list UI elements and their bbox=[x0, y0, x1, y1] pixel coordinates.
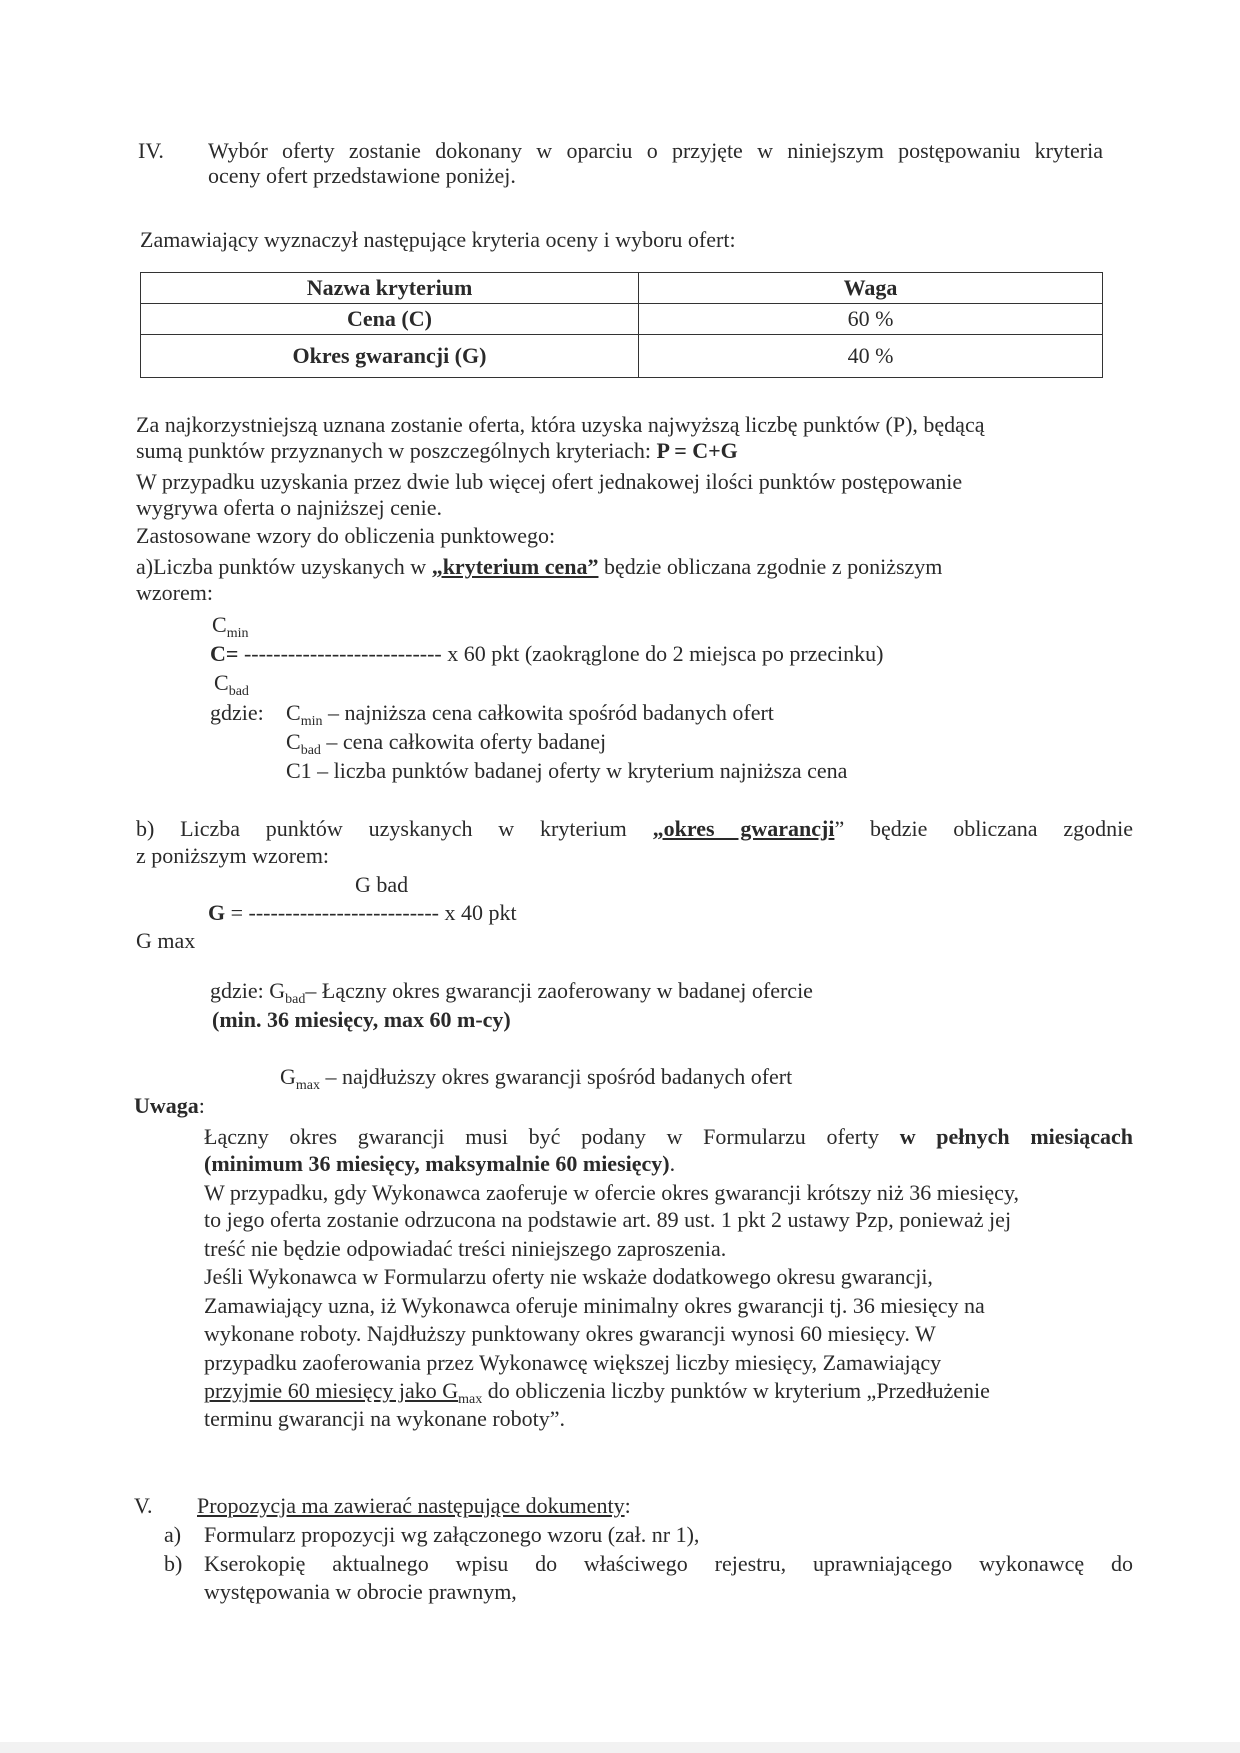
part-b-def2 bbox=[280, 1064, 793, 1093]
list-item-line1: Kserokopię aktualnego wpisu do właściwego rejestru, uprawniającego wykonawcę do bbox=[204, 1551, 1133, 1576]
uwaga-line1-text: Łączny okres gwarancji musi być podany w Formularzu oferty bbox=[204, 1124, 900, 1149]
part-b-formula-lhs: G bbox=[208, 900, 226, 925]
section-iv-number: IV. bbox=[138, 138, 164, 163]
uwaga-line3: W przypadku, gdy Wykonawca zaoferuje w ofercie okres gwarancji krótszy niż 36 miesięcy, bbox=[204, 1180, 1020, 1205]
part-b-formula-rest: = -------------------------- x 40 pkt bbox=[225, 900, 517, 925]
criteria-weight-cell: 40 % bbox=[639, 335, 1103, 378]
numerator-symbol: C bbox=[212, 612, 227, 637]
def2-symbol: C bbox=[286, 729, 301, 754]
part-a-post: będzie obliczana zgodnie z poniższym bbox=[598, 554, 943, 579]
section-v-number: V. bbox=[134, 1493, 153, 1518]
uwaga-line6: Jeśli Wykonawca w Formularzu oferty nie wskaże dodatkowego okresu gwarancji, bbox=[204, 1264, 933, 1289]
def2-symbol: G bbox=[280, 1064, 296, 1089]
section-v-colon: : bbox=[624, 1493, 631, 1518]
criteria-row bbox=[141, 304, 1103, 335]
part-b-numerator: G bad bbox=[355, 872, 409, 897]
list-item-text: Formularz propozycji wg załączonego wzoru (zał. nr 1), bbox=[204, 1522, 700, 1547]
criteria-row bbox=[141, 335, 1103, 378]
def1-text: – Łączny okres gwarancji zaoferowany w badanej ofercie bbox=[305, 978, 813, 1003]
part-a-formula-rest: --------------------------- x 60 pkt (zaokrąglone do 2 miejsca po przecinku) bbox=[238, 641, 884, 666]
numerator-subscript: min bbox=[226, 626, 249, 641]
part-a-formula bbox=[210, 641, 883, 667]
part-a-numerator bbox=[212, 612, 249, 641]
section-iv-line1 bbox=[208, 138, 1103, 164]
def1-symbol: C bbox=[286, 700, 301, 725]
criteria-weight-cell: 60 % bbox=[639, 304, 1103, 335]
list-item-marker: a) bbox=[164, 1522, 182, 1547]
criteria-table bbox=[140, 272, 1103, 378]
def2-subscript: bad bbox=[300, 743, 321, 758]
part-b-intro bbox=[136, 816, 1133, 842]
uwaga-line10-underlined bbox=[204, 1378, 483, 1407]
part-b-def1-note: (min. 36 miesięcy, max 60 m-cy) bbox=[212, 1007, 511, 1032]
criteria-table-header bbox=[141, 273, 1103, 304]
part-b-intro-text bbox=[136, 816, 1133, 842]
uwaga-line9: przypadku zaoferowania przez Wykonawcę większej liczby miesięcy, Zamawiający bbox=[204, 1350, 942, 1375]
part-a-denominator bbox=[214, 670, 249, 699]
part-a-def2 bbox=[286, 729, 607, 758]
part-b-criterion: „okres gwarancji bbox=[652, 816, 835, 841]
part-a-def1 bbox=[286, 700, 774, 729]
criteria-header-weight: Waga bbox=[639, 273, 1103, 304]
part-a-gdzie: gdzie: bbox=[210, 700, 264, 725]
uwaga-line1-content bbox=[204, 1124, 1133, 1150]
uwaga-label-text: Uwaga bbox=[134, 1093, 199, 1118]
section-iv-line1-text: Wybór oferty zostanie dokonany w oparciu o przyjęte w niniejszym postępowaniu kryteria bbox=[208, 138, 1103, 163]
formulas-intro: Zastosowane wzory do obliczenia punktowego: bbox=[136, 523, 556, 548]
def1-symbol: G bbox=[269, 978, 286, 1003]
denominator-symbol: C bbox=[214, 670, 229, 695]
uwaga-colon: : bbox=[198, 1093, 205, 1118]
uwaga-line11: terminu gwarancji na wykonane roboty”. bbox=[204, 1406, 566, 1431]
uwaga-line1-bold: w pełnych miesiącach bbox=[899, 1124, 1133, 1149]
para-tie-line2: wygrywa oferta o najniższej cenie. bbox=[136, 495, 443, 520]
def1-text: – najniższa cena całkowita spośród badanych ofert bbox=[322, 700, 774, 725]
def1-subscript: bad bbox=[285, 992, 306, 1007]
part-b-gdzie: gdzie: bbox=[210, 978, 270, 1003]
part-a-criterion: „kryterium cena” bbox=[431, 554, 599, 579]
para-best-line2 bbox=[136, 438, 738, 464]
uwaga-line5: treść nie będzie odpowiadać treści niniejszego zaproszenia. bbox=[204, 1236, 727, 1261]
criteria-header-name: Nazwa kryterium bbox=[141, 273, 639, 304]
criteria-name-cell: Cena (C) bbox=[141, 304, 639, 335]
criteria-intro: Zamawiający wyznaczył następujące kryteria oceny i wyboru ofert: bbox=[140, 227, 736, 252]
uwaga-line7: Zamawiający uzna, iż Wykonawca oferuje minimalny okres gwarancji tj. 36 miesięcy na bbox=[204, 1293, 985, 1318]
section-v-title-text: Propozycja ma zawierać następujące dokumenty bbox=[197, 1493, 625, 1518]
uwaga-label bbox=[134, 1093, 205, 1119]
uwaga-line2-dot: . bbox=[669, 1151, 676, 1176]
uwaga-line1 bbox=[204, 1124, 1133, 1150]
uwaga-line10-rest: do obliczenia liczby punktów w kryterium „Przedłużenie bbox=[482, 1378, 990, 1403]
part-b-pre: b) Liczba punktów uzyskanych w kryterium bbox=[136, 816, 653, 841]
uwaga-line4: to jego oferta zostanie odrzucona na podstawie art. 89 ust. 1 pkt 2 ustawy Pzp, ponieważ jej bbox=[204, 1207, 1012, 1232]
page-bottom-edge bbox=[0, 1742, 1240, 1753]
part-a-formula-lhs: C= bbox=[210, 641, 239, 666]
part-a-def3: C1 – liczba punktów badanej oferty w kryterium najniższa cena bbox=[286, 758, 848, 783]
def2-subscript: max bbox=[295, 1078, 320, 1093]
para-best-line2-text: sumą punktów przyznanych w poszczególnych kryteriach: bbox=[136, 438, 657, 463]
para-tie-line1: W przypadku uzyskania przez dwie lub więcej ofert jednakowej ilości punktów postępowanie bbox=[136, 469, 963, 494]
total-points-formula: P = C+G bbox=[656, 438, 738, 463]
def2-text: – cena całkowita oferty badanej bbox=[320, 729, 607, 754]
part-a-line2: wzorem: bbox=[136, 580, 213, 605]
uwaga-line10-sub: max bbox=[458, 1392, 483, 1407]
part-b-formula bbox=[208, 900, 517, 926]
part-b-line2: z poniższym wzorem: bbox=[136, 843, 330, 868]
part-a-intro bbox=[136, 554, 942, 580]
def2-text: – najdłuższy okres gwarancji spośród badanych ofert bbox=[320, 1064, 793, 1089]
part-b-def1 bbox=[210, 978, 813, 1007]
criteria-name-cell: Okres gwarancji (G) bbox=[141, 335, 639, 378]
denominator-subscript: bad bbox=[228, 684, 249, 699]
uwaga-line8: wykonane roboty. Najdłuższy punktowany okres gwarancji wynosi 60 miesięcy. W bbox=[204, 1321, 936, 1346]
list-item-line2: występowania w obrocie prawnym, bbox=[204, 1579, 517, 1604]
para-best-line1: Za najkorzystniejszą uznana zostanie oferta, która uzyska najwyższą liczbę punktów (P), będącą bbox=[136, 412, 985, 437]
def1-subscript: min bbox=[300, 714, 323, 729]
uwaga-line2 bbox=[204, 1151, 675, 1177]
part-b-denominator: G max bbox=[136, 928, 196, 953]
uwaga-line10 bbox=[204, 1378, 990, 1407]
list-item-text bbox=[204, 1551, 1133, 1577]
section-v-title bbox=[197, 1493, 631, 1519]
section-iv-line2: oceny ofert przedstawione poniżej. bbox=[208, 163, 516, 188]
uwaga-line10-u: przyjmie 60 miesięcy jako G bbox=[204, 1378, 459, 1403]
list-item-marker: b) bbox=[164, 1551, 183, 1576]
uwaga-line2-bold: (minimum 36 miesięcy, maksymalnie 60 miesięcy) bbox=[204, 1151, 670, 1176]
part-b-post: ” będzie obliczana zgodnie bbox=[834, 816, 1133, 841]
part-a-pre: a)Liczba punktów uzyskanych w bbox=[136, 554, 432, 579]
